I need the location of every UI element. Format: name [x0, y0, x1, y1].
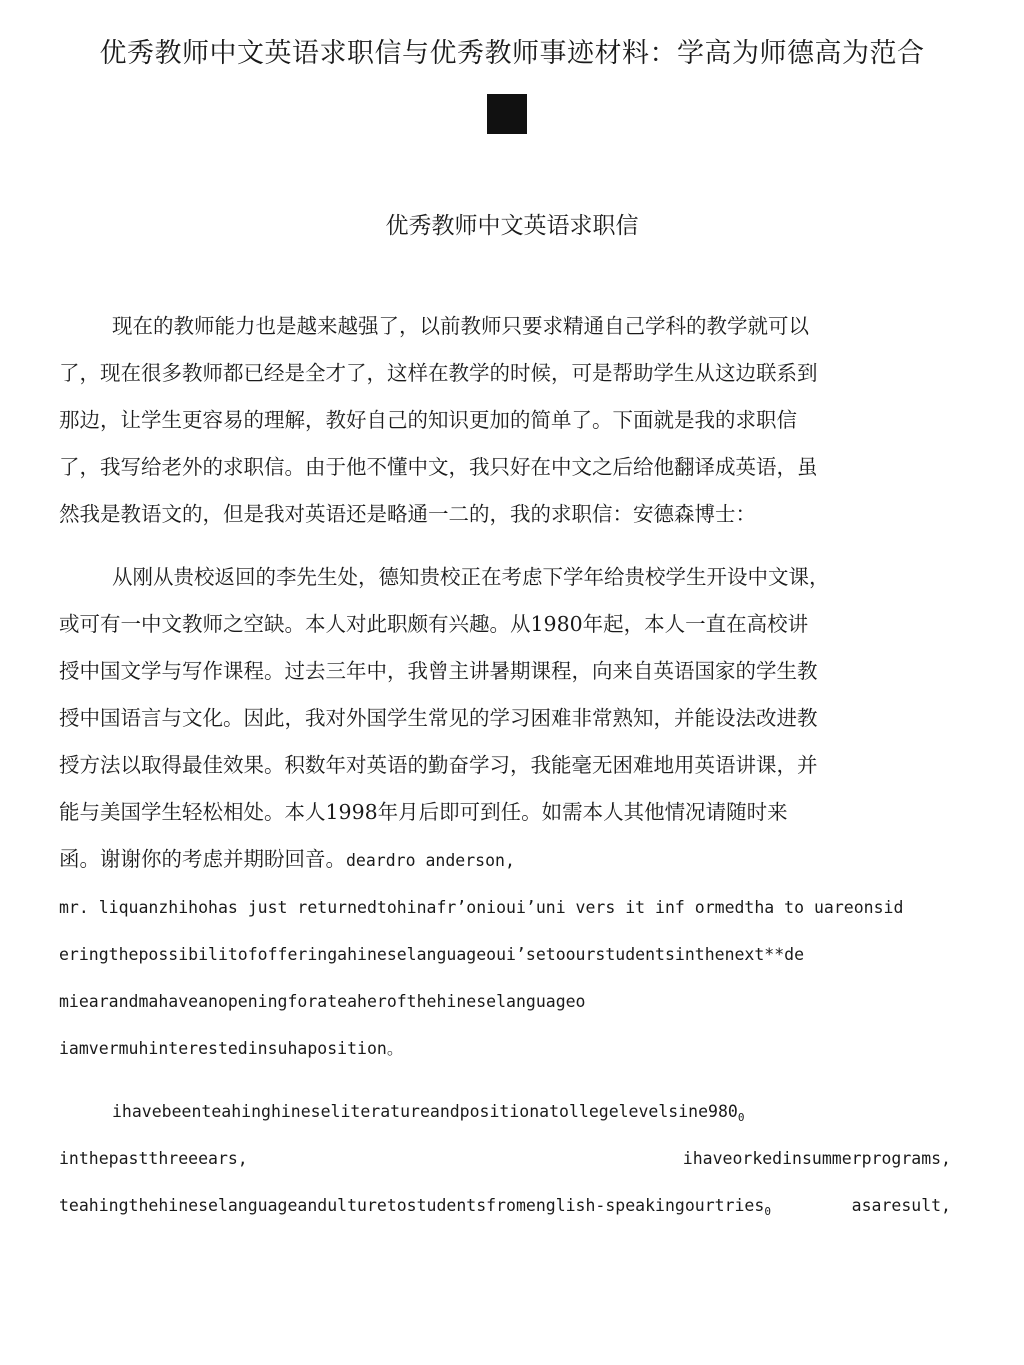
english-text: teahingthehineselanguageandulturetostudentsfromenglish-speakingourtries: [59, 1196, 765, 1215]
document-title: 优秀教师中文英语求职信与优秀教师事迹材料：学高为师德高为范合: [99, 38, 925, 69]
english-text-left: inthepastthreeears,: [59, 1149, 248, 1168]
paragraph-line: [59, 836, 830, 883]
paragraph-line: 然我是教语文的，但是我对英语还是略通一二的，我的求职信：安德森博士：: [59, 502, 756, 526]
intro-paragraph: [59, 303, 818, 538]
paragraph-line: 授中国语言与文化。因此，我对外国学生常见的学习困难非常熟知，并能设法改进教: [59, 706, 818, 730]
english-line: [59, 1182, 951, 1229]
english-text-left: [59, 1182, 771, 1229]
english-text-right: asaresult,: [851, 1196, 951, 1215]
english-line: [59, 1135, 951, 1182]
english-text-right: ihaveorkedinsummerprograms,: [682, 1149, 951, 1168]
english-line: mr. liquanzhihohas just returnedtohinafr’onioui’uni vers it inf ormedtha to uareonsid: [59, 898, 904, 917]
closing-chinese: 函。谢谢你的考虑并期盼回音。: [59, 847, 346, 871]
section-subtitle: 优秀教师中文英语求职信: [385, 213, 639, 239]
paragraph-line: 了，我写给老外的求职信。由于他不懂中文，我只好在中文之后给他翻译成英语，虽: [59, 455, 818, 479]
paragraph-line: 或可有一中文教师之空缺。本人对此职颇有兴趣。从1980年起，本人一直在高校讲: [59, 612, 809, 636]
paragraph-line: 授方法以取得最佳效果。积数年对英语的勤奋学习，我能毫无困难地用英语讲课，并: [59, 753, 818, 777]
paragraph-line: 那边，让学生更容易的理解，教好自己的知识更加的简单了。下面就是我的求职信: [59, 408, 797, 432]
english-line: [59, 1088, 951, 1135]
letter-english-paragraph-2: [59, 1088, 951, 1229]
english-line: eringthepossibilitofofferingahineselanguageoui’setoourstudentsinthenext**de: [59, 945, 805, 964]
paragraph-line: 能与美国学生轻松相处。本人1998年月后即可到任。如需本人其他情况请随时来: [59, 800, 788, 824]
paragraph-line: 从刚从贵校返回的李先生处，德知贵校正在考虑下学年给贵校学生开设中文课，: [112, 565, 830, 589]
letter-paragraph-chinese: [59, 554, 830, 883]
paragraph-line: 现在的教师能力也是越来越强了，以前教师只要求精通自己学科的教学就可以: [112, 314, 809, 338]
black-square-mark: [487, 94, 527, 134]
english-line: iamvermuhinterestedinsuhaposition。: [59, 1039, 404, 1058]
subscript-zero: 0: [764, 1205, 771, 1218]
paragraph-line: 授中国文学与写作课程。过去三年中，我曾主讲暑期课程，向来自英语国家的学生教: [59, 659, 818, 683]
salutation-english: deardro anderson,: [346, 851, 515, 870]
paragraph-line: 了，现在很多教师都已经是全才了，这样在教学的时候，可是帮助学生从这边联系到: [59, 361, 818, 385]
english-line: miearandmahaveanopeningforateaherofthehineselanguageo: [59, 992, 586, 1011]
english-text: ihavebeenteahinghineseliteratureandpositionatollegelevelsine980: [112, 1102, 738, 1121]
subscript-zero: 0: [737, 1111, 745, 1124]
letter-english-paragraph-1: [59, 884, 903, 1072]
